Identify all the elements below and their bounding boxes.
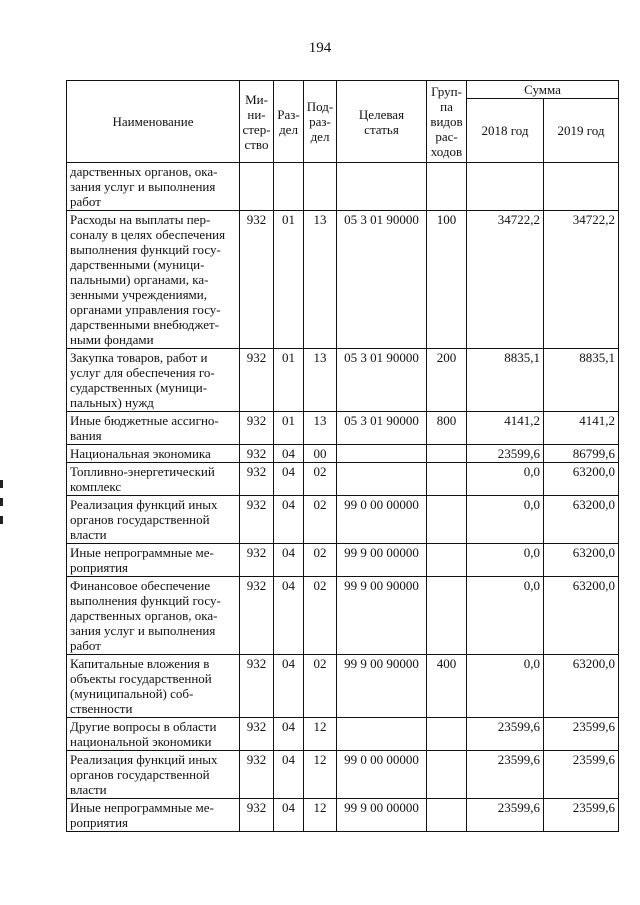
cell-expense-type [427,577,467,655]
cell-sum-2019: 86799,6 [544,445,619,463]
cell-expense-type: 400 [427,655,467,718]
cell-ministry: 932 [240,211,274,349]
table-row [67,577,619,655]
cell-subsection [304,163,337,211]
cell-expense-type [427,799,467,832]
cell-name: Закупка товаров, работ и услуг для обеспечения го- сударственных (муници- пальных) нужд [67,349,240,412]
cell-subsection: 02 [304,577,337,655]
table-row [67,718,619,751]
cell-target: 05 3 01 90000 [337,349,427,412]
cell-expense-type [427,496,467,544]
cell-target: 99 0 00 00000 [337,751,427,799]
cell-expense-type [427,718,467,751]
cell-target: 05 3 01 90000 [337,211,427,349]
cell-sum-2019: 8835,1 [544,349,619,412]
table-body [67,163,619,832]
cell-expense-type [427,163,467,211]
cell-subsection: 12 [304,718,337,751]
cell-name: Иные непрограммные ме- роприятия [67,544,240,577]
cell-ministry: 932 [240,544,274,577]
page-number: 194 [308,40,332,56]
cell-section: 04 [274,799,304,832]
cell-sum-2019: 34722,2 [544,211,619,349]
header-year-2019: 2019 год [544,99,619,163]
cell-sum-2018: 0,0 [467,655,544,718]
budget-table [66,80,619,832]
cell-sum-2019: 63200,0 [544,544,619,577]
cell-name: Другие вопросы в области национальной экономики [67,718,240,751]
cell-expense-type [427,445,467,463]
header-target: Целевая статья [337,81,427,163]
table-row [67,463,619,496]
cell-target [337,445,427,463]
binding-marks [0,480,4,540]
cell-sum-2018: 34722,2 [467,211,544,349]
cell-name: Реализация функций иных органов государственной власти [67,751,240,799]
cell-section: 04 [274,496,304,544]
cell-sum-2018: 23599,6 [467,445,544,463]
header-subsection: Под- раз- дел [304,81,337,163]
cell-section [274,163,304,211]
cell-expense-type [427,751,467,799]
cell-target: 99 9 00 00000 [337,799,427,832]
cell-section: 01 [274,211,304,349]
cell-sum-2018: 23599,6 [467,751,544,799]
cell-target [337,718,427,751]
table-row [67,655,619,718]
cell-expense-type: 800 [427,412,467,445]
cell-sum-2018: 0,0 [467,577,544,655]
cell-sum-2018 [467,163,544,211]
cell-section: 04 [274,751,304,799]
cell-section: 04 [274,655,304,718]
cell-ministry: 932 [240,718,274,751]
cell-ministry [240,163,274,211]
cell-ministry: 932 [240,799,274,832]
cell-expense-type: 200 [427,349,467,412]
cell-name: Иные бюджетные ассигно- вания [67,412,240,445]
cell-section: 04 [274,445,304,463]
cell-sum-2018: 0,0 [467,496,544,544]
cell-sum-2018: 4141,2 [467,412,544,445]
cell-name: Финансовое обеспечение выполнения функций госу- дарственных органов, ока- зания услуг и выполнения работ [67,577,240,655]
cell-section: 04 [274,718,304,751]
header-year-2018: 2018 год [467,99,544,163]
cell-section: 01 [274,349,304,412]
cell-sum-2019: 23599,6 [544,718,619,751]
cell-section: 01 [274,412,304,445]
cell-name: Иные непрограммные ме- роприятия [67,799,240,832]
cell-expense-type: 100 [427,211,467,349]
cell-subsection: 12 [304,799,337,832]
cell-name: Расходы на выплаты пер- соналу в целях обеспечения выполнения функций госу- дарственными (муници- пальными) органами, ка- зенными учреждениями, органами управления госу- дарственными внебюджет- ными фондами [67,211,240,349]
cell-name: Реализация функций иных органов государственной власти [67,496,240,544]
cell-subsection: 12 [304,751,337,799]
cell-section: 04 [274,544,304,577]
cell-sum-2019 [544,163,619,211]
cell-sum-2019: 4141,2 [544,412,619,445]
cell-subsection: 02 [304,655,337,718]
cell-subsection: 13 [304,412,337,445]
cell-ministry: 932 [240,751,274,799]
cell-name: Капитальные вложения в объекты государственной (муниципальной) соб- ственности [67,655,240,718]
cell-sum-2019: 23599,6 [544,799,619,832]
cell-sum-2018: 0,0 [467,463,544,496]
cell-expense-type [427,463,467,496]
table-row [67,496,619,544]
cell-subsection: 13 [304,211,337,349]
table-row [67,349,619,412]
cell-subsection: 13 [304,349,337,412]
table-row [67,751,619,799]
cell-sum-2019: 23599,6 [544,751,619,799]
header-name: Наименование [67,81,240,163]
cell-section: 04 [274,577,304,655]
header-ministry: Ми- ни- стер- ство [240,81,274,163]
cell-sum-2019: 63200,0 [544,655,619,718]
table-row [67,163,619,211]
cell-sum-2019: 63200,0 [544,577,619,655]
table-row [67,412,619,445]
cell-sum-2019: 63200,0 [544,496,619,544]
cell-ministry: 932 [240,496,274,544]
cell-ministry: 932 [240,655,274,718]
cell-sum-2019: 63200,0 [544,463,619,496]
cell-subsection: 02 [304,496,337,544]
cell-ministry: 932 [240,445,274,463]
table-row [67,211,619,349]
cell-ministry: 932 [240,577,274,655]
cell-section: 04 [274,463,304,496]
cell-sum-2018: 23599,6 [467,718,544,751]
cell-target: 05 3 01 90000 [337,412,427,445]
cell-ministry: 932 [240,463,274,496]
cell-sum-2018: 23599,6 [467,799,544,832]
table-row [67,544,619,577]
cell-subsection: 02 [304,544,337,577]
cell-name: дарственных органов, ока- зания услуг и выполнения работ [67,163,240,211]
cell-target: 99 9 00 00000 [337,544,427,577]
table-row [67,799,619,832]
cell-target [337,463,427,496]
cell-ministry: 932 [240,349,274,412]
cell-target [337,163,427,211]
table-row [67,445,619,463]
cell-subsection: 00 [304,445,337,463]
header-section: Раз- дел [274,81,304,163]
cell-name: Национальная экономика [67,445,240,463]
cell-target: 99 0 00 00000 [337,496,427,544]
cell-sum-2018: 0,0 [467,544,544,577]
cell-sum-2018: 8835,1 [467,349,544,412]
cell-ministry: 932 [240,412,274,445]
cell-target: 99 9 00 90000 [337,655,427,718]
cell-expense-type [427,544,467,577]
cell-target: 99 9 00 90000 [337,577,427,655]
header-expense-group: Груп- па видов рас- ходов [427,81,467,163]
header-sum: Сумма [467,81,619,99]
cell-subsection: 02 [304,463,337,496]
cell-name: Топливно-энергетический комплекс [67,463,240,496]
